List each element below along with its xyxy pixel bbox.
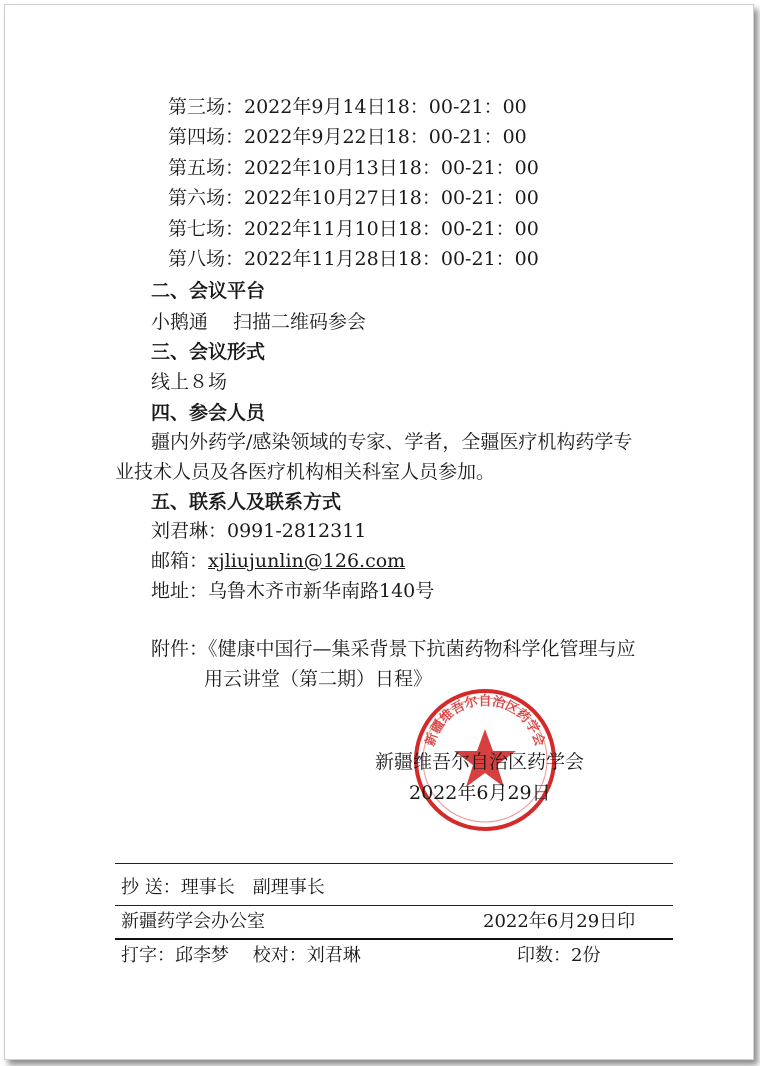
schedule-item-4: 第四场：2022年9月22日18：00-21：00 (168, 126, 527, 148)
platform-heading: 二、会议平台 (151, 280, 266, 302)
footer-typist: 打字：邱李梦 校对：刘君琳 (121, 945, 361, 966)
format-body: 线上８场 (151, 371, 228, 393)
attendees-body-line2: 业技术人员及各医疗机构相关科室人员参加。 (115, 461, 496, 483)
signature-date: 2022年6月29日 (409, 782, 551, 804)
schedule-item-5: 第五场：2022年10月13日18：00-21：00 (168, 157, 539, 179)
attachment-line1: 附件：《健康中国行—集采背景下抗菌药物科学化管理与应 (151, 638, 636, 660)
seal-text: 新疆维吾尔自治区药学会 (423, 693, 547, 749)
platform-body: 小鹅通 扫描二维码参会 (151, 311, 367, 333)
schedule-item-3: 第三场：2022年9月14日18：00-21：00 (168, 96, 527, 118)
email-label: 邮箱： (151, 550, 209, 572)
document-page (4, 4, 754, 1060)
signature-org: 新疆维吾尔自治区药学会 (375, 751, 585, 773)
attendees-body-line1: 疆内外药学/感染领域的专家、学者，全疆医疗机构药学专 (151, 431, 633, 453)
schedule-item-7: 第七场：2022年11月10日18：00-21：00 (168, 218, 539, 240)
attendees-heading: 四、参会人员 (151, 402, 266, 424)
footer-copies: 印数：2份 (517, 945, 601, 966)
contact-heading: 五、联系人及联系方式 (151, 491, 342, 513)
format-heading: 三、会议形式 (151, 341, 266, 363)
contact-person: 刘君琳：0991-2812311 (151, 520, 367, 542)
footer-rule-middle (115, 905, 673, 906)
footer-office: 新疆药学会办公室 (121, 911, 265, 932)
address: 地址：乌鲁木齐市新华南路140号 (151, 580, 435, 602)
email-row (151, 549, 405, 573)
footer-rule-bottom (115, 938, 673, 940)
footer-cc: 抄 送：理事长 副理事长 (121, 877, 325, 898)
attachment-line2: 用云讲堂（第二期）日程》 (204, 668, 433, 690)
schedule-item-6: 第六场：2022年10月27日18：00-21：00 (168, 187, 539, 209)
schedule-item-8: 第八场：2022年11月28日18：00-21：00 (168, 248, 539, 270)
footer-print-date: 2022年6月29日印 (483, 911, 636, 932)
email-link[interactable]: xjliujunlin@126.com (208, 550, 406, 572)
footer-rule-top (115, 863, 673, 864)
